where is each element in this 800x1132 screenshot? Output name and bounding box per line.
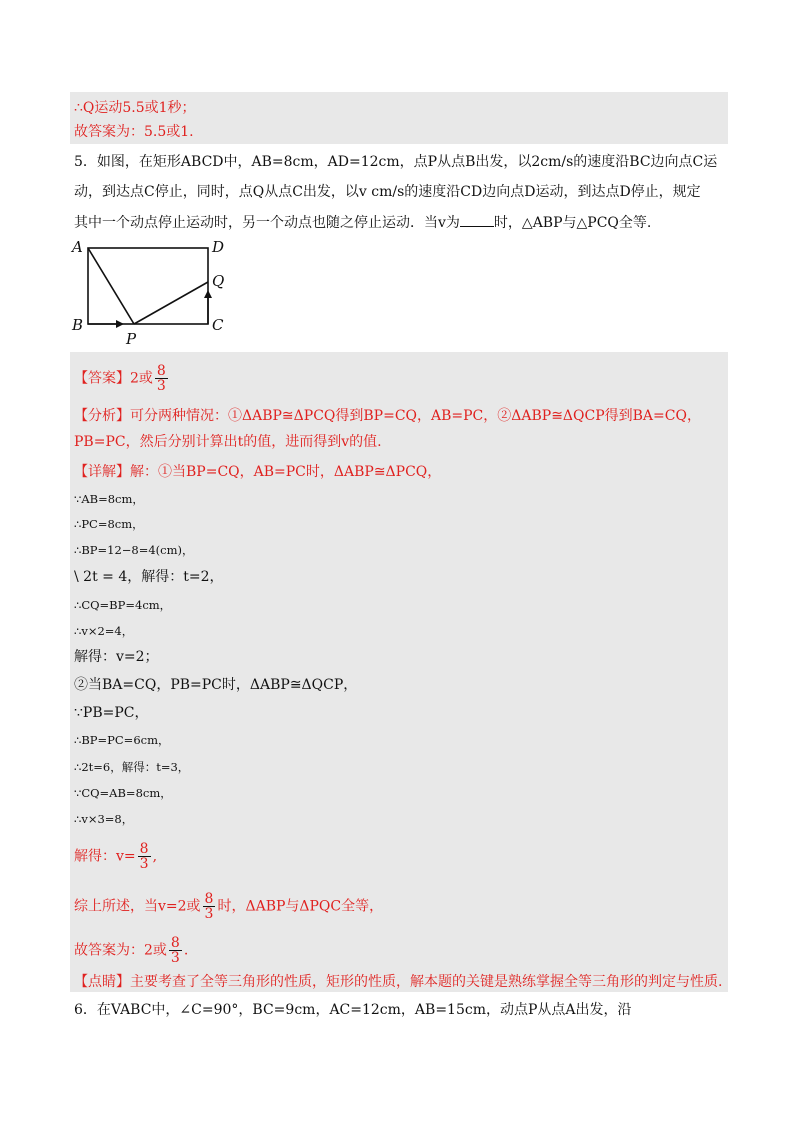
analysis-label: 【分析】 — [74, 408, 130, 424]
detail-line-3: ∴PC=8cm， — [74, 517, 144, 531]
q5-text-line-2: 动，到达点C停止，同时，点Q从点C出发，以v cm/s的速度沿CD边向点D运动，到达点D停止，规定 — [74, 184, 701, 200]
v-denominator: 3 — [139, 856, 149, 872]
analysis-line-2: PB=PC，然后分别计算出t的值，进而得到v的值. — [74, 434, 382, 450]
prev-answer-line: 故答案为：5.5或1. — [74, 124, 194, 140]
detail-line-6: ∴CQ=BP=4cm， — [74, 598, 172, 612]
analysis-text-1: 可分两种情况：①ΔABP≅ΔPCQ得到BP=CQ，AB=PC，②ΔABP≅ΔQCP得到BA=CQ， — [130, 408, 701, 424]
answer-blank — [460, 212, 494, 227]
detail-text-15: 解得：v= — [74, 848, 136, 865]
label-q: Q — [212, 272, 225, 290]
detail-line-11: ∴BP=PC=6cm， — [74, 733, 170, 747]
q5-text-line-3a: 其中一个动点停止运动时，另一个动点也随之停止运动．当v为 — [74, 215, 460, 231]
q5-text-line-3b: 时，△ABP与△PCQ全等. — [493, 215, 652, 231]
detail-line-2: ∵AB=8cm， — [74, 492, 144, 506]
detail-text-17a: 故答案为：2或 — [74, 942, 167, 959]
detail-line-13: ∵CQ=AB=8cm， — [74, 786, 172, 800]
answer-numerator: 8 — [156, 363, 166, 379]
detail-text-17b: . — [183, 942, 189, 959]
q6-text-line-1: 6．在VABC中，∠C=90°，BC=9cm，AC=12cm，AB=15cm，动点P从点A出发，沿 — [74, 1002, 632, 1018]
q5-text-line-1: 5．如图，在矩形ABCD中，AB=8cm，AD=12cm，点P从点B出发，以2cm/s的速度沿BC边向点C运 — [74, 154, 718, 170]
detail-line-14: ∴v×3=8， — [74, 812, 134, 826]
segment-pq — [134, 282, 208, 324]
v-fraction — [138, 842, 151, 871]
detail-text-16a: 综上所述，当v=2或 — [74, 898, 201, 915]
comment-line — [74, 972, 722, 992]
answer-denominator: 3 — [156, 378, 166, 394]
answer-text: 2或 — [130, 370, 153, 387]
detail-text-1: 解：①当BP=CQ，AB=PC时，ΔABP≅ΔPCQ， — [130, 464, 442, 480]
final-fraction — [169, 936, 182, 965]
detail-line-15 — [74, 842, 157, 871]
detail-line-16 — [74, 892, 383, 921]
detail-text-16b: 时，ΔABP与ΔPQC全等， — [217, 898, 384, 915]
summary-numerator: 8 — [204, 891, 214, 907]
detail-line-5: \ 2t = 4，解得：t=2， — [74, 569, 224, 585]
detail-line-1 — [74, 462, 441, 482]
answer-fraction — [155, 364, 168, 393]
answer-label: 【答案】 — [74, 370, 130, 387]
comment-text: 主要考查了全等三角形的性质，矩形的性质，解本题的关键是熟练掌握全等三角形的判定与性质. — [130, 974, 723, 990]
detail-line-9: ②当BA=CQ，PB=PC时，ΔABP≅ΔQCP， — [74, 677, 358, 693]
label-a: A — [72, 240, 83, 256]
v-numerator: 8 — [139, 841, 149, 857]
detail-line-12: ∴2t=6，解得：t=3， — [74, 760, 190, 774]
label-p: P — [126, 330, 137, 348]
detail-line-8: 解得：v=2； — [74, 649, 159, 665]
segment-ap — [88, 248, 134, 324]
summary-denominator: 3 — [204, 906, 214, 922]
comment-label: 【点睛】 — [74, 974, 130, 990]
label-d: D — [212, 240, 225, 256]
detail-line-10: ∵PB=PC， — [74, 705, 149, 721]
summary-fraction — [203, 892, 216, 921]
label-b: B — [72, 316, 84, 334]
answer-line — [74, 364, 170, 393]
q5-text-line-3 — [74, 212, 651, 233]
detail-line-17 — [74, 936, 188, 965]
final-numerator: 8 — [170, 935, 180, 951]
final-denominator: 3 — [170, 950, 180, 966]
rectangle-figure — [70, 240, 240, 348]
detail-text-15-tail: , — [152, 848, 158, 865]
prev-solution-line-1: ∴Q运动5.5或1秒； — [74, 100, 196, 116]
detail-line-4: ∴BP=12−8=4(cm)， — [74, 543, 194, 557]
detail-line-7: ∴v×2=4， — [74, 624, 134, 638]
rectangle-abcd — [88, 248, 208, 324]
detail-label: 【详解】 — [74, 464, 130, 480]
label-c: C — [212, 316, 224, 334]
analysis-line-1 — [74, 406, 701, 426]
